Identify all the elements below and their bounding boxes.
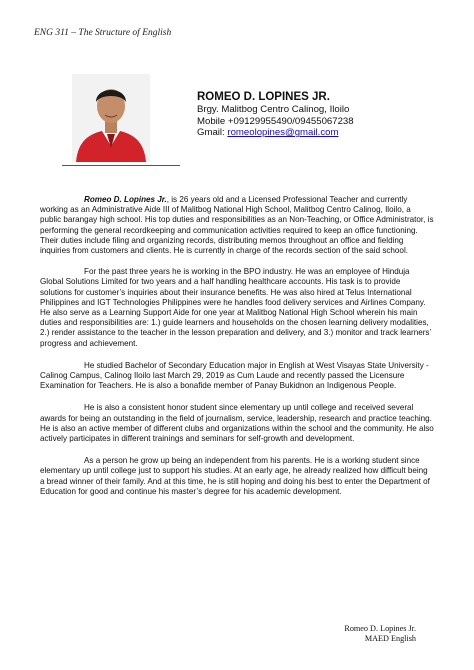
photo-divider [62,165,180,166]
bio-paragraph-intro [40,195,434,256]
bio-lead-name: Romeo D. Lopines Jr. [84,195,167,204]
bio-paragraph-education: He studied Bachelor of Secondary Education major in English at West Visayas State University - Calinog Campus, Calinog Iloilo last March 29, 2019 as Cum Laude and recently passed the Licensure Examination for Teachers. He is also a bonafide member of Panay Bukidnon an Indigenous People. [40,360,429,391]
profile-mobile: Mobile +09129955490/09455067238 [197,115,354,127]
email-label: Gmail: [197,127,225,139]
footer-program: MAED English [364,634,416,643]
bio-paragraph-work: For the past three years he is working in the BPO industry. He was an employee of Hinduja Global Solutions Limited for two years and a half handling healthcare accounts. His task is to provide solutions for customer’s inquiries about their insurance benefits. He was also hired at Telus International Philippines and IGT Technologies Philippines were he handles food delivery services and Airlines Company. He also serve as a Learning Support Aide for one year at Malitbog National High School wherein his main duties and responsibilities are: 1.) guide learners and households on the chosen learning delivery modalities, 2.) render assistance to the teacher in the lesson preparation and delivery, and 3.) monitor and track learners’ progress and achievement. [40,267,431,348]
footer-signature [344,624,416,644]
footer-name: Romeo D. Lopines Jr. [344,624,416,633]
profile-name: ROMEO D. LOPINES JR. [197,91,330,103]
profile-photo [72,74,150,162]
person-portrait-icon [72,74,150,162]
bio-body [40,195,434,509]
bio-paragraph-personal: As a person he grow up being an independent from his parents. He is a working student since elementary up until college just to support his studies. At an early age, he already realized how difficult being a bread winner of their family. And at this time, he is still hoping and doing his best to enter the Department of Education for good and continue his master’s degree for his academic development. [40,456,430,496]
bio-paragraph-honors: He is also a consistent honor student since elementary up until college and received several awards for being an outstanding in the field of journalism, service, leadership, research and practice teaching. He is also an active member of different clubs and organizations within the school and the community. He also actively participates in different trainings and seminars for self-growth and development. [40,403,434,444]
email-link[interactable]: romeolopines@gmail.com [227,127,339,139]
contact-block [197,90,447,139]
course-header: ENG 311 – The Structure of English [34,28,172,38]
profile-address: Brgy. Malitbog Centro Calinog, Iloilo [197,104,350,115]
bio-intro-text: , is 26 years old and a Licensed Professional Teacher and currently working as an Administrative Aide III of Malitbog National High School, Malitbog Centro Calinog, Iloilo, a public barangay high school. His top duties and responsibilities as an Non-Teaching, or Office Administrator, is performing the general recordkeeping and communication activities required to keep an office functioning. Their duties include filing and organizing records, distributing memos throughout an office and fielding inquiries from customers and clients. He is currently in charge of the records section of the said school. [40,195,434,256]
profile-email-line [197,127,447,139]
